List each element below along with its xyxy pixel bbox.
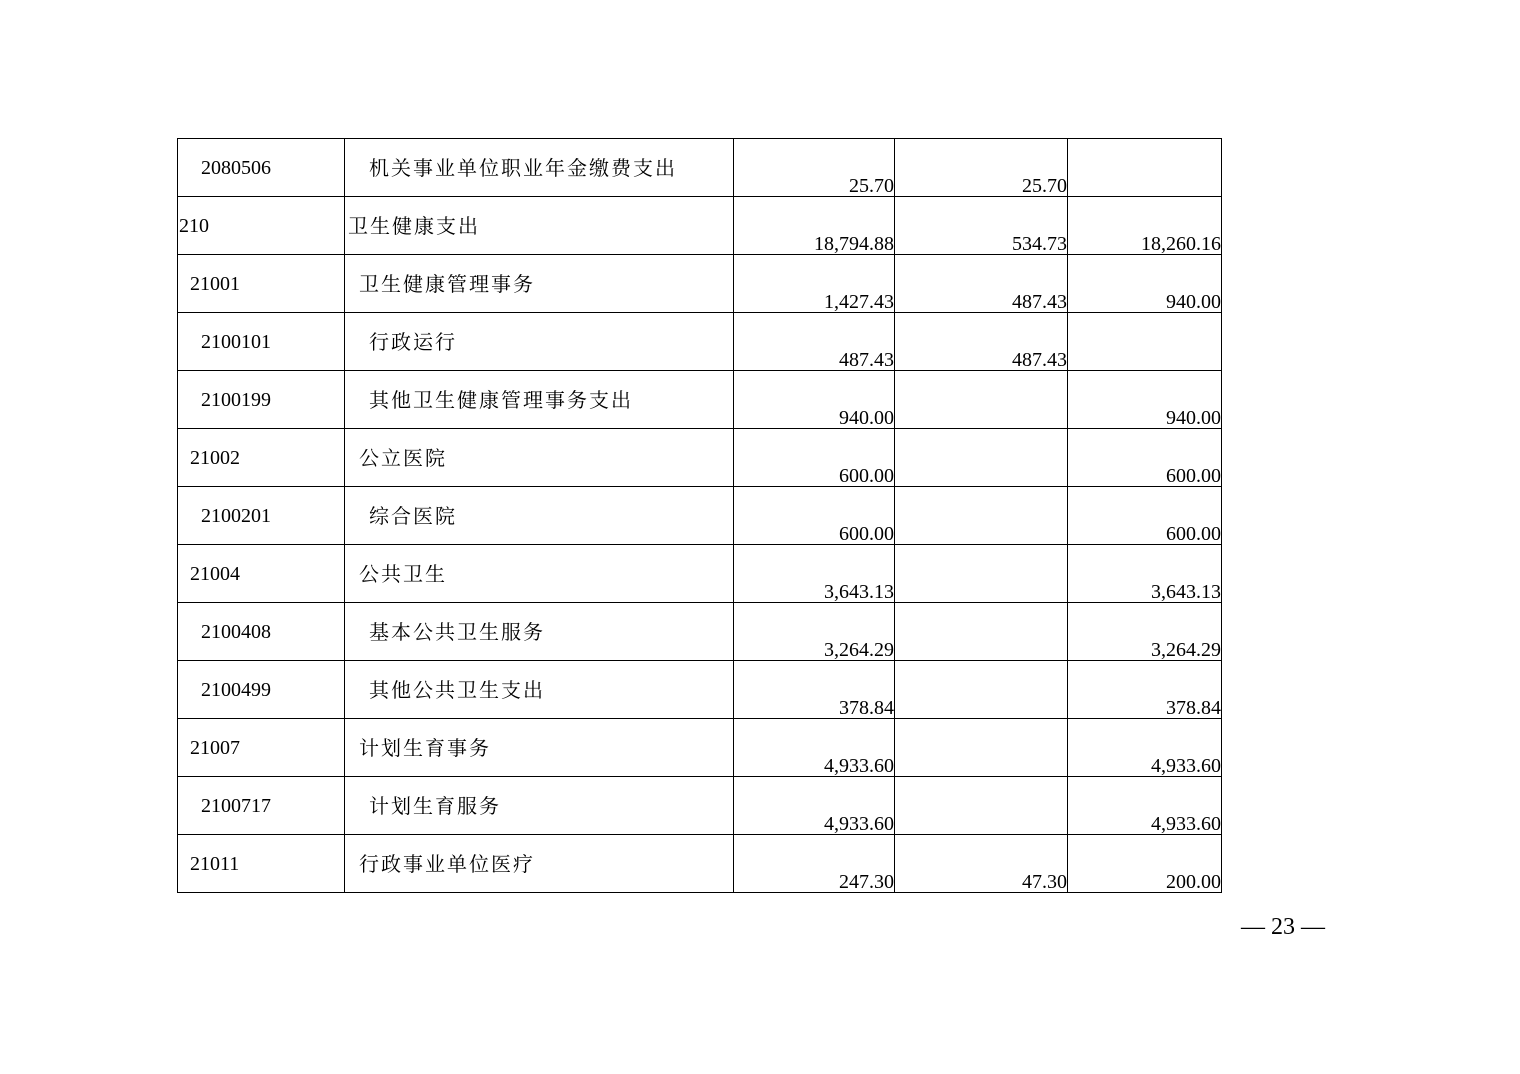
subject-code-cell: 21004 [178,545,345,603]
subject-code-cell: 2100499 [178,661,345,719]
subject-name-cell: 卫生健康管理事务 [345,255,734,313]
basic-expenditure-cell: 487.43 [895,255,1068,313]
table-row [178,371,1222,429]
total-amount-cell: 378.84 [734,661,895,719]
project-expenditure-cell: 940.00 [1068,371,1222,429]
total-amount-cell: 600.00 [734,487,895,545]
project-expenditure-cell: 4,933.60 [1068,719,1222,777]
subject-name-cell: 其他公共卫生支出 [345,661,734,719]
project-expenditure-cell: 378.84 [1068,661,1222,719]
subject-name-cell: 公共卫生 [345,545,734,603]
subject-code-cell: 2100717 [178,777,345,835]
subject-name-cell: 计划生育事务 [345,719,734,777]
subject-code-cell: 2100408 [178,603,345,661]
subject-name-cell: 基本公共卫生服务 [345,603,734,661]
budget-table-body [178,139,1222,893]
project-expenditure-cell: 18,260.16 [1068,197,1222,255]
subject-name-cell: 计划生育服务 [345,777,734,835]
subject-name-cell: 卫生健康支出 [345,197,734,255]
table-row [178,429,1222,487]
budget-table [177,138,1222,893]
subject-code-cell: 21002 [178,429,345,487]
total-amount-cell: 4,933.60 [734,777,895,835]
table-row [178,197,1222,255]
subject-name-cell: 综合医院 [345,487,734,545]
project-expenditure-cell: 3,264.29 [1068,603,1222,661]
basic-expenditure-cell [895,777,1068,835]
table-row [178,661,1222,719]
subject-name-cell: 公立医院 [345,429,734,487]
subject-code-cell: 21007 [178,719,345,777]
total-amount-cell: 18,794.88 [734,197,895,255]
table-row [178,603,1222,661]
project-expenditure-cell: 3,643.13 [1068,545,1222,603]
basic-expenditure-cell: 47.30 [895,835,1068,893]
total-amount-cell: 3,264.29 [734,603,895,661]
table-row [178,487,1222,545]
subject-code-cell: 2100199 [178,371,345,429]
basic-expenditure-cell [895,545,1068,603]
subject-code-cell: 21011 [178,835,345,893]
project-expenditure-cell: 200.00 [1068,835,1222,893]
total-amount-cell: 25.70 [734,139,895,197]
project-expenditure-cell [1068,139,1222,197]
subject-code-cell: 2100101 [178,313,345,371]
total-amount-cell: 1,427.43 [734,255,895,313]
basic-expenditure-cell [895,371,1068,429]
project-expenditure-cell [1068,313,1222,371]
project-expenditure-cell: 940.00 [1068,255,1222,313]
basic-expenditure-cell [895,603,1068,661]
subject-code-cell: 2100201 [178,487,345,545]
project-expenditure-cell: 4,933.60 [1068,777,1222,835]
subject-name-cell: 行政运行 [345,313,734,371]
page-number: — 23 — [1241,914,1325,940]
table-row [178,835,1222,893]
basic-expenditure-cell: 25.70 [895,139,1068,197]
table-row [178,313,1222,371]
total-amount-cell: 940.00 [734,371,895,429]
table-row [178,545,1222,603]
total-amount-cell: 600.00 [734,429,895,487]
project-expenditure-cell: 600.00 [1068,487,1222,545]
project-expenditure-cell: 600.00 [1068,429,1222,487]
table-row [178,777,1222,835]
table-row [178,139,1222,197]
basic-expenditure-cell [895,661,1068,719]
table-row [178,255,1222,313]
subject-code-cell: 2080506 [178,139,345,197]
basic-expenditure-cell: 534.73 [895,197,1068,255]
total-amount-cell: 487.43 [734,313,895,371]
subject-code-cell: 21001 [178,255,345,313]
basic-expenditure-cell [895,487,1068,545]
basic-expenditure-cell: 487.43 [895,313,1068,371]
subject-name-cell: 其他卫生健康管理事务支出 [345,371,734,429]
subject-name-cell: 机关事业单位职业年金缴费支出 [345,139,734,197]
total-amount-cell: 4,933.60 [734,719,895,777]
subject-code-cell: 210 [178,197,345,255]
subject-name-cell: 行政事业单位医疗 [345,835,734,893]
total-amount-cell: 3,643.13 [734,545,895,603]
basic-expenditure-cell [895,719,1068,777]
total-amount-cell: 247.30 [734,835,895,893]
basic-expenditure-cell [895,429,1068,487]
table-row [178,719,1222,777]
